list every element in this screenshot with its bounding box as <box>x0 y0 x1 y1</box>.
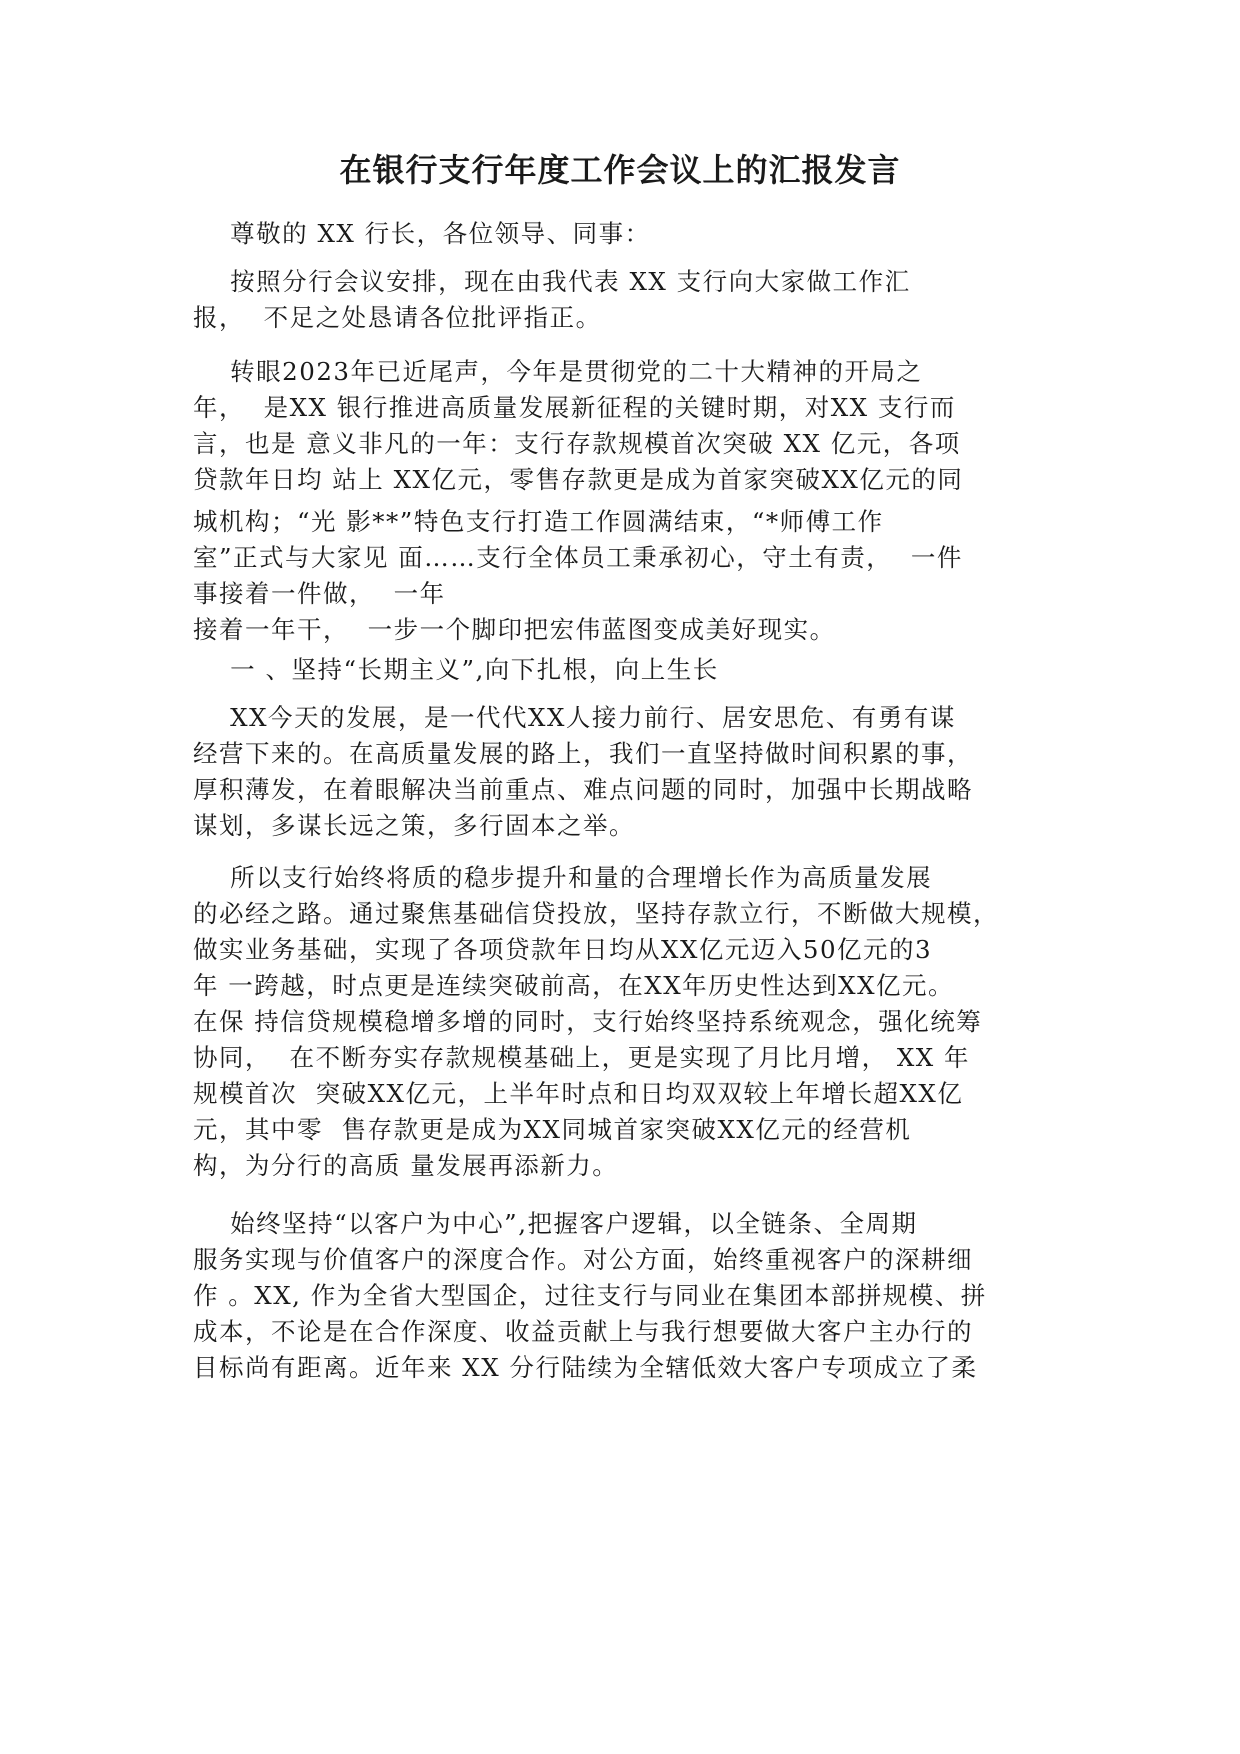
body-line: 的必经之路。通过聚焦基础信贷投放，坚持存款立行，不断做大规模， <box>193 899 999 928</box>
body-line: 在保 持信贷规模稳增多增的同时，支行始终坚持系统观念，强化统筹 <box>193 1007 983 1036</box>
body-line: 接着一年干， 一步一个脚印把宏伟蓝图变成美好现实。 <box>193 615 836 644</box>
body-line: 厚积薄发，在着眼解决当前重点、难点问题的同时，加强中长期战略 <box>193 775 973 804</box>
body-line: 事接着一件做， 一年 <box>193 579 446 608</box>
body-line: 谋划，多谋长远之策，多行固本之举。 <box>193 811 635 840</box>
body-line: 按照分行会议安排，现在由我代表 XX 支行向大家做工作汇 <box>193 267 911 296</box>
body-line: 始终坚持“以客户为中心”,把握客户逻辑，以全链条、全周期 <box>193 1209 918 1238</box>
body-line: 作 。XX, 作为全省大型国企，过往支行与同业在集团本部拼规模、拼 <box>193 1281 987 1310</box>
body-line: 尊敬的 XX 行长，各位领导、同事： <box>193 219 651 248</box>
body-line: 室”正式与大家见 面……支行全体员工秉承初心，守土有责， 一件 <box>193 543 963 572</box>
body-line: 做实业务基础，实现了各项贷款年日均从XX亿元迈入50亿元的3 <box>193 935 933 964</box>
document-title: 在银行支行年度工作会议上的汇报发言 <box>339 151 901 189</box>
section-heading: 一 、坚持“长期主义”,向下扎根，向上生长 <box>193 655 719 684</box>
body-line: 报， 不足之处恳请各位批评指正。 <box>193 303 602 332</box>
body-line: XX今天的发展，是一代代XX人接力前行、居安思危、有勇有谋 <box>193 703 956 732</box>
body-line: 所以支行始终将质的稳步提升和量的合理增长作为高质量发展 <box>193 863 933 892</box>
body-line: 贷款年日均 站上 XX亿元，零售存款更是成为首家突破XX亿元的同 <box>193 465 964 494</box>
body-line: 城机构；“光 影**”特色支行打造工作圆满结束，“*师傅工作 <box>193 507 884 536</box>
body-line: 成本，不论是在合作深度、收益贡献上与我行想要做大客户主办行的 <box>193 1317 973 1346</box>
body-line: 构，为分行的高质 量发展再添新力。 <box>193 1151 619 1180</box>
body-line: 协同， 在不断夯实存款规模基础上，更是实现了月比月增， XX 年 <box>193 1043 971 1072</box>
body-line: 年 一跨越，时点更是连续突破前高，在XX年历史性达到XX亿元。 <box>193 971 955 1000</box>
body-line: 目标尚有距离。近年来 XX 分行陆续为全辖低效大客户专项成立了柔 <box>193 1353 978 1382</box>
body-line: 规模首次 突破XX亿元，上半年时点和日均双双较上年增长超XX亿 <box>193 1079 964 1108</box>
body-line: 元，其中零 售存款更是成为XX同城首家突破XX亿元的经营机 <box>193 1115 912 1144</box>
body-line: 言，也是 意义非凡的一年：支行存款规模首次突破 XX 亿元，各项 <box>193 429 961 458</box>
body-line: 年， 是XX 银行推进高质量发展新征程的关键时期，对XX 支行而 <box>193 393 956 422</box>
body-line: 经营下来的。在高质量发展的路上，我们一直坚持做时间积累的事， <box>193 739 973 768</box>
body-line: 服务实现与价值客户的深度合作。对公方面，始终重视客户的深耕细 <box>193 1245 973 1274</box>
body-line: 转眼2023年已近尾声，今年是贯彻党的二十大精神的开局之 <box>193 357 923 386</box>
